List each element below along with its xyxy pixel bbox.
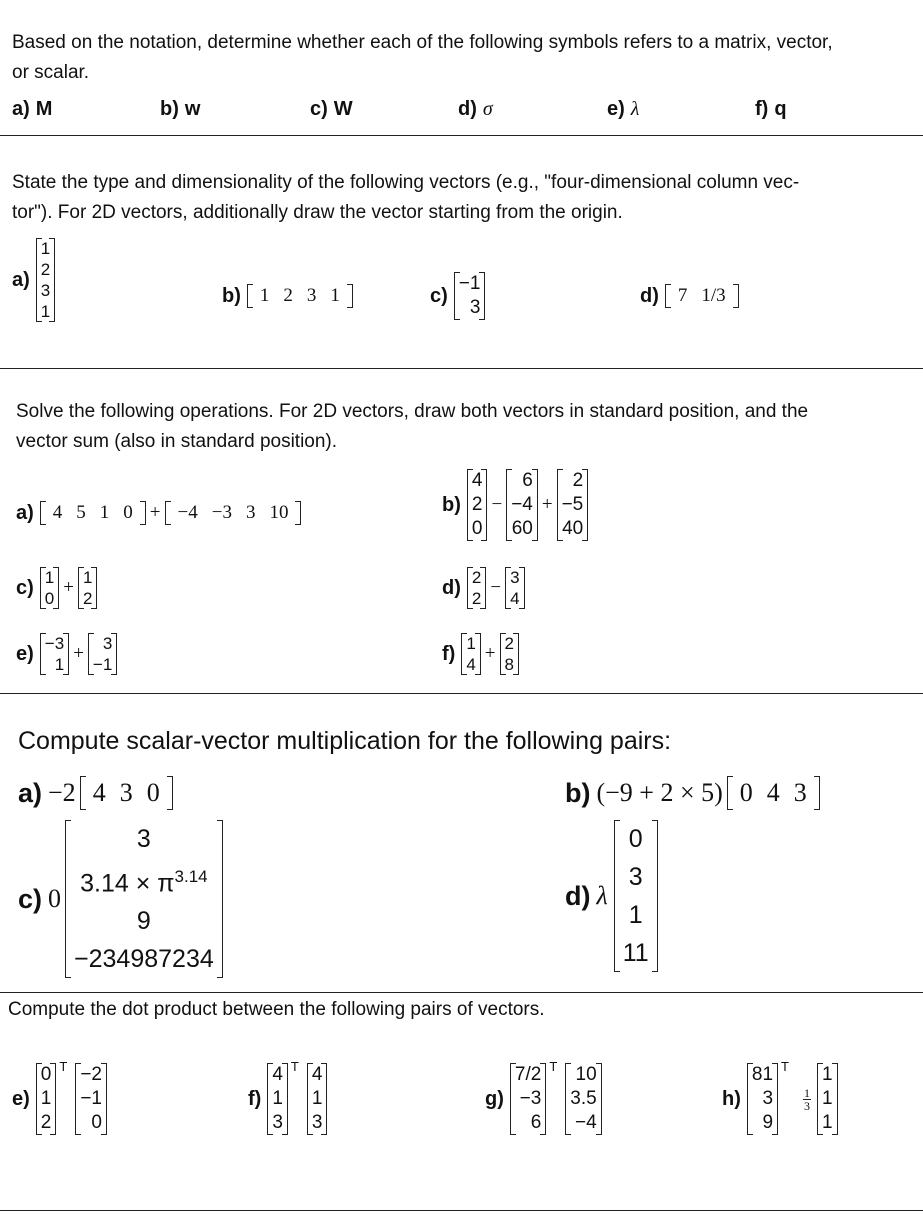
vec-b [222,284,353,308]
row-vector [247,284,353,308]
entry: 1 [821,1088,833,1109]
column-vector [40,567,59,609]
entry: 4 [510,589,520,608]
entry: 2 [82,589,93,608]
item-a [12,98,58,121]
column-vector [467,567,486,609]
scalar: 0 [48,884,62,914]
entry: 2 [504,634,514,653]
sm-b [565,776,820,810]
item-label: f) [442,642,456,665]
denominator: 3 [803,1098,810,1113]
item-label: c) [16,576,34,599]
section-dot-product-title: Compute the dot product between the following pairs of vectors. [8,999,545,1020]
column-vector [78,567,97,609]
entry: −3 [519,1088,542,1109]
entry: 2 [40,260,51,279]
entry: 1 [40,1088,52,1109]
entry: 2 [572,470,584,491]
item-label: a) [12,98,30,120]
entry: 1 [54,655,65,674]
item-label: a) [18,777,43,808]
op-e [16,633,117,675]
entry: 2 [471,494,483,515]
entry: 3 [762,1088,774,1109]
entry: 1 [628,901,643,929]
item-label: f) [248,1087,262,1110]
entry: −3 [211,502,232,523]
transpose-mark: T [549,1059,558,1074]
entry: 1 [330,285,340,306]
entry: 0 [91,1112,102,1133]
entry: 1/3 [701,285,726,306]
entry: −5 [561,494,584,515]
column-vector [565,1063,601,1135]
entry: −1 [92,655,113,674]
dot-g [485,1059,602,1135]
item-label: f) [755,98,769,120]
column-vector [65,820,223,978]
entry: 60 [511,518,533,539]
entry: 3 [306,285,317,306]
entry: 1 [99,502,110,523]
entry: 9 [136,907,151,936]
item-label: b) [222,284,241,307]
section-notation [0,0,923,136]
column-vector [747,1063,778,1135]
item-label: e) [607,98,625,120]
entry: 40 [562,518,584,539]
column-vector [614,820,658,972]
entry: −4 [177,502,198,523]
operator: + [63,577,74,598]
entry: 8 [504,655,514,674]
entry: 11 [622,939,649,967]
item-label: g) [485,1087,504,1110]
item-label: a) [16,501,34,524]
sm-a [18,776,173,810]
entry: 10 [575,1064,597,1085]
entry: 6 [530,1112,542,1133]
symbol: σ [482,98,493,120]
entry: 0 [471,518,483,539]
entry: −1 [458,273,481,294]
column-vector [75,1063,107,1135]
entry: 3 [311,1112,323,1133]
entry: 2 [471,568,482,587]
item-label: b) [160,98,179,120]
op-d [442,567,525,609]
item-d [458,98,499,121]
sm-d [565,820,658,972]
entry: 2 [40,1112,52,1133]
entry: 3 [136,825,151,853]
row-vector [80,776,173,810]
item-c [310,98,359,121]
row-vector [165,501,302,525]
entry: 4 [92,778,106,807]
item-label: c) [310,98,328,120]
item-label: e) [12,1087,30,1110]
entry: 7 [677,285,688,306]
entry: −4 [511,494,533,515]
section-scalar-mult-title: Compute scalar-vector multiplication for the following pairs: [18,727,672,755]
item-label: c) [18,883,43,914]
column-vector [506,469,538,541]
dot-h [722,1059,838,1135]
column-vector [505,567,524,609]
column-vector [267,1063,288,1135]
section-operations-line2: vector sum (also in standard position). [16,431,338,452]
entry: 3 [628,863,643,891]
entry: 0 [123,502,133,523]
section-dot-product [0,993,923,1211]
column-vector [36,238,55,322]
entry: 1 [311,1088,323,1109]
item-b [160,98,206,121]
entry: 4 [272,1064,283,1085]
entry: 10 [269,502,289,523]
fraction [803,1087,811,1112]
sm-c [18,820,223,978]
op-c [16,567,97,609]
entry: −1 [80,1088,102,1109]
item-label: d) [565,880,591,911]
item-label: b) [565,777,591,808]
entry: 3.5 [570,1088,597,1109]
entry: 2 [283,285,293,306]
vec-c [430,272,485,320]
column-vector [510,1063,546,1135]
item-f [755,98,793,121]
item-label: c) [430,284,448,307]
symbol: M [35,98,53,120]
column-vector [557,469,589,541]
entry: 1 [466,634,476,653]
entry: 6 [522,470,533,491]
column-vector [40,633,69,675]
entry: 7/2 [514,1064,542,1085]
section-vectors-line1: State the type and dimensionality of the following vectors (e.g., "four-dimensional column vec- [12,172,800,193]
transpose-mark: T [290,1059,299,1074]
operator: + [149,502,161,523]
column-vector [467,469,488,541]
row-vector [727,776,820,810]
section-scalar-mult [0,694,923,993]
item-label: d) [442,576,461,599]
item-label: d) [640,284,659,307]
section-notation-line2: or scalar. [12,62,90,83]
scalar: (−9 + 2 × 5) [596,778,723,807]
entry: 0 [44,589,55,608]
entry: 3 [793,778,807,807]
section-operations-line1: Solve the following operations. For 2D vectors, draw both vectors in standard position, and the [16,401,809,422]
item-e [607,98,645,121]
row-vector [665,284,739,308]
item-label: e) [16,642,34,665]
scalar: λ [596,881,608,910]
entry: 1 [40,302,51,321]
column-vector [817,1063,838,1135]
entry: 3 [469,297,481,318]
entry: 1 [259,285,270,306]
entry: 1 [272,1088,283,1109]
entry: 4 [311,1064,323,1085]
item-label: b) [442,493,461,516]
entry: 1 [40,239,51,258]
entry: 81 [751,1064,774,1085]
operator: + [541,494,553,515]
exponent: 3.14 [174,867,208,886]
symbol: λ [630,98,640,120]
operator: − [490,577,502,598]
entry: −3 [44,634,65,653]
section-notation-line1: Based on the notation, determine whether each of the following symbols refers to a matrix, vector, [12,32,833,53]
symbol: W [333,98,353,120]
entry: 3 [245,502,256,523]
entry: 1 [821,1064,833,1085]
column-vector [500,633,519,675]
section-vectors [0,136,923,369]
op-b [442,469,588,541]
entry: 1 [821,1112,833,1133]
symbol: w [184,98,201,120]
dot-e [12,1059,107,1135]
column-vector [454,272,486,320]
operator: + [73,643,84,664]
entry-base: 3.14 × π [80,869,175,898]
column-vector [88,633,117,675]
operator: − [491,494,503,515]
entry: 0 [40,1064,52,1085]
dot-f [248,1059,327,1135]
entry: 3 [272,1112,283,1133]
entry: 2 [471,589,482,608]
row-vector [40,501,146,525]
entry: 0 [628,825,643,853]
entry: −4 [575,1112,597,1133]
section-operations [0,369,923,694]
entry: 0 [146,778,160,807]
entry: 4 [52,502,63,523]
column-vector [307,1063,328,1135]
vec-a [12,238,55,322]
item-label: h) [722,1087,741,1110]
operator: + [484,643,496,664]
entry: 9 [762,1112,774,1133]
item-label: d) [458,98,477,120]
column-vector [461,633,480,675]
entry: 4 [471,470,483,491]
transpose-mark: T [59,1059,68,1074]
symbol: q [774,98,787,120]
transpose-mark: T [781,1059,789,1074]
section-vectors-line2: tor"). For 2D vectors, additionally draw the vector starting from the origin. [12,202,623,223]
entry: 4 [466,655,476,674]
entry: −2 [80,1064,102,1085]
entry: 5 [76,502,86,523]
op-f [442,633,519,675]
entry: 1 [44,568,55,587]
entry: 1 [82,568,93,587]
scalar: −2 [48,778,76,807]
entry: 3 [119,778,133,807]
entry [80,858,208,902]
vec-d [640,284,739,308]
entry: 4 [766,778,780,807]
entry: 3 [40,281,51,300]
entry: −234987234 [74,945,214,974]
entry: 3 [102,634,113,653]
item-label: a) [12,268,30,291]
op-a [16,501,301,525]
numerator: 1 [803,1085,810,1100]
column-vector [36,1063,57,1135]
entry: 3 [510,568,520,587]
entry: 0 [739,778,753,807]
